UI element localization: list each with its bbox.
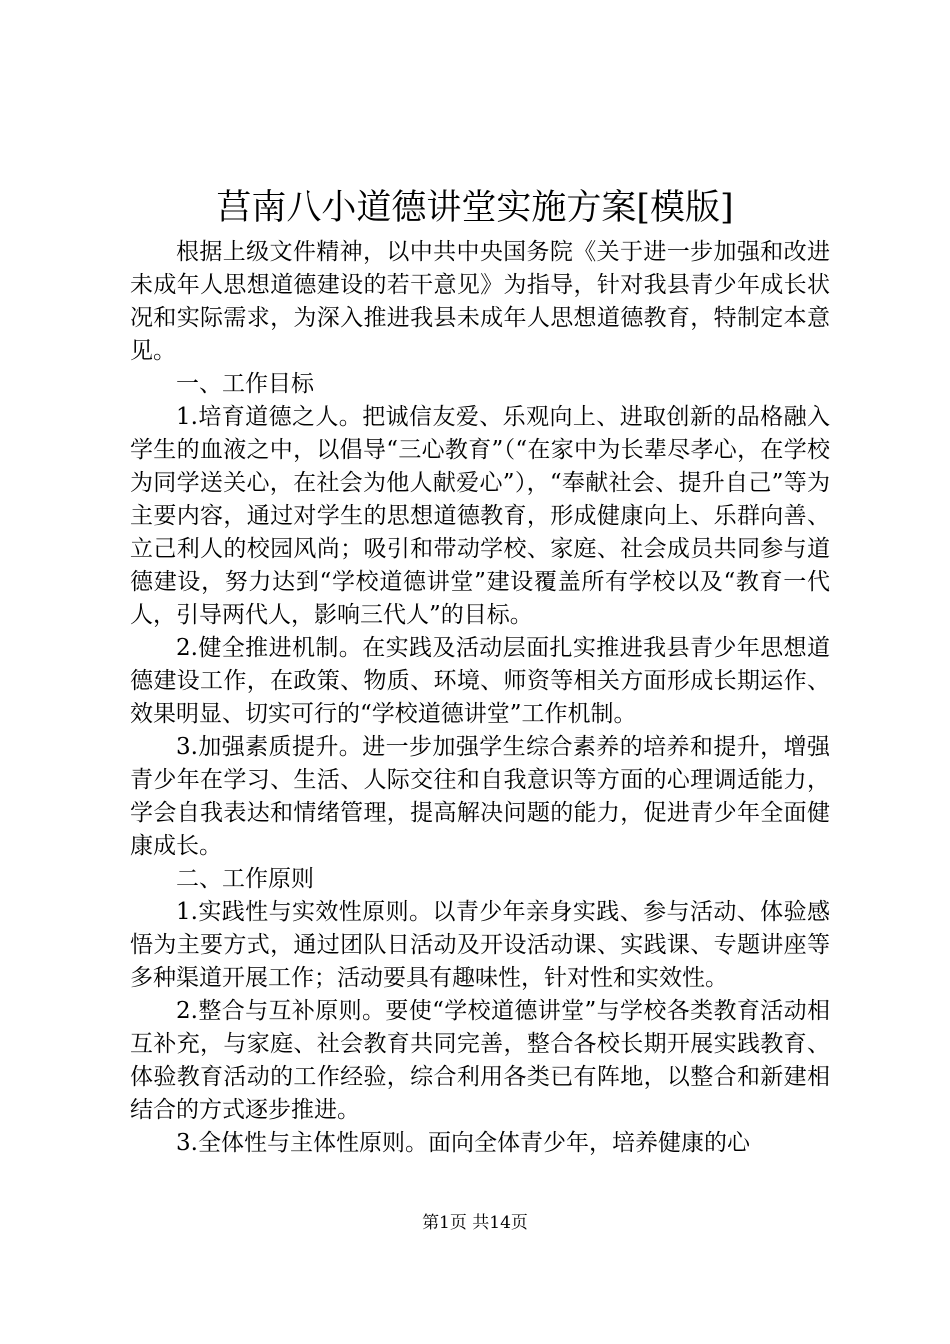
principle-item-2: 2.整合与互补原则。要使“学校道德讲堂”与学校各类教育活动相互补充，与家庭、社会教育共同完善，整合各校长期开展实践教育、体验教育活动的工作经验，综合利用各类已有阵地，以整合和新建相结合的方式逐步推进。: [130, 998, 830, 1123]
principle-item-1: 1.实践性与实效性原则。以青少年亲身实践、参与活动、体验感悟为主要方式，通过团队日活动及开设活动课、实践课、专题讲座等多种渠道开展工作；活动要具有趣味性，针对性和实效性。: [130, 899, 830, 991]
document-title: 莒南八小道德讲堂实施方案[模版]: [216, 188, 734, 228]
page-footer: 第1页 共14页: [422, 1213, 528, 1233]
intro-paragraph: 根据上级文件精神，以中共中央国务院《关于进一步加强和改进未成年人思想道德建设的若干意见》为指导，针对我县青少年成长状况和实际需求，为深入推进我县未成年人思想道德教育，特制定本意见。: [130, 239, 830, 364]
principle-item-3: 3.全体性与主体性原则。面向全体青少年，培养健康的心: [176, 1130, 750, 1156]
document-body: [130, 236, 830, 1160]
goal-item-2: 2.健全推进机制。在实践及活动层面扎实推进我县青少年思想道德建设工作，在政策、物质、环境、师资等相关方面形成长期运作、效果明显、切实可行的“学校道德讲堂”工作机制。: [130, 635, 830, 727]
section-heading-goals: 一、工作目标: [176, 371, 314, 397]
goal-item-1: 1.培育道德之人。把诚信友爱、乐观向上、进取创新的品格融入学生的血液之中，以倡导“三心教育”（“在家中为长辈尽孝心，在学校为同学送关心，在社会为他人献爱心”），“奉献社会、提升自己”等为主要内容，通过对学生的思想道德教育，形成健康向上、乐群向善、立己利人的校园风尚；吸引和带动学校、家庭、社会成员共同参与道德建设，努力达到“学校道德讲堂”建设覆盖所有学校以及“教育一代人，引导两代人，影响三代人”的目标。: [130, 404, 830, 628]
goal-item-3: 3.加强素质提升。进一步加强学生综合素养的培养和提升，增强青少年在学习、生活、人际交往和自我意识等方面的心理调适能力，学会自我表达和情绪管理，提高解决问题的能力，促进青少年全面健康成长。: [130, 734, 830, 859]
section-heading-principles: 二、工作原则: [176, 866, 314, 892]
